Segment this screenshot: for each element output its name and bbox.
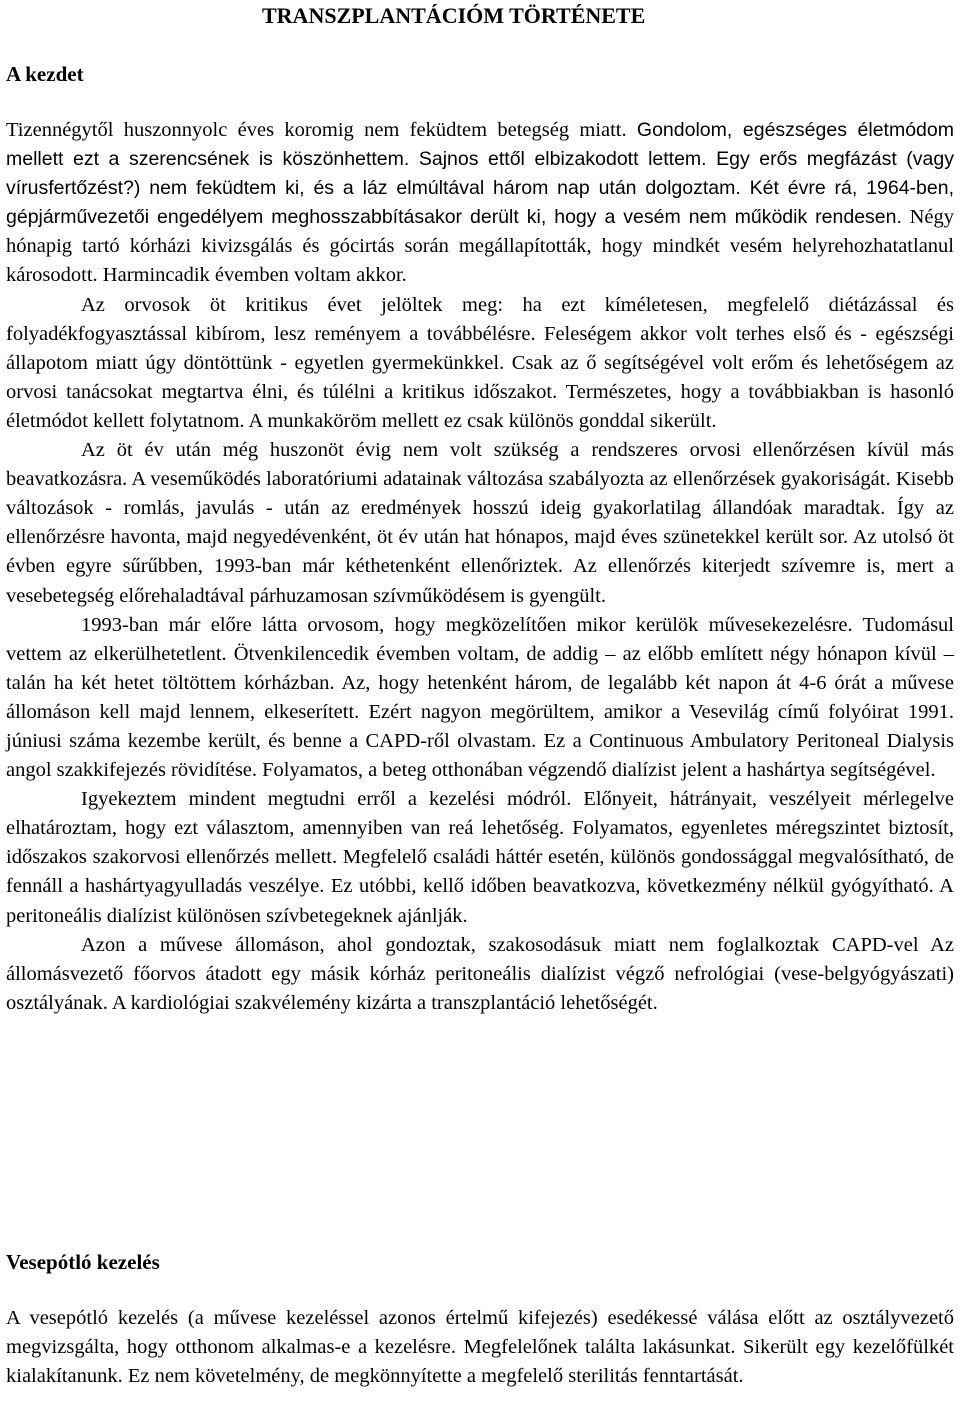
section-body-vesepotlo-kezeles bbox=[6, 1304, 954, 1391]
section-heading-a-kezdet: A kezdet bbox=[6, 62, 84, 86]
paragraph: 1993-ban már előre látta orvosom, hogy megközelítően mikor kerülök művesekezelésre. Tudomásul vettem az elkerülhetetlent. Ötvenkilencedik évemben voltam, de addig – az előbb említett négy hónapon kívül – talán ha két hetet töltöttem kórházban. Az, hogy hetenként három, de legalább két napon át 4-6 órát a művese állomáson kell majd lennem, elkeserített. Ezért nagyon megörültem, amikor a Vesevilág című folyóirat 1991. júniusi száma kezembe került, és benne a CAPD-ről olvastam. Ez a Continuous Ambulatory Peritoneal Dialysis angol szakkifejezés rövidítése. Folyamatos, a beteg otthonában végzendő dialízist jelent a hashártya segítségével. bbox=[6, 613, 954, 782]
paragraph: Igyekeztem mindent megtudni erről a kezelési módról. Előnyeit, hátrányait, veszélyeit mérlegelve elhatároztam, hogy ezt választom, amennyiben van reá lehetőség. Folyamatos, egyenletes méregszintet biztosít, időszakos szakorvosi ellenőrzés mellett. Megfelelő családi háttér esetén, különös gondossággal megvalósítható, de fennáll a hashártyagyulladás veszélye. Ez utóbbi, kellő időben beavatkozva, következmény nélkül gyógyítható. A peritoneális dialízist különösen szívbetegeknek ajánlják. bbox=[6, 788, 954, 927]
paragraph bbox=[6, 116, 954, 291]
paragraph-run-sans: Gondolom, egészséges életmódom mellett ezt a szerencsének is köszönhettem. Sajnos ettől elbizakodott lettem. Egy erős megfázást (vagy vírusfertőzést?) nem feküdtem ki, és a láz elmúltával három nap után dolgoztam. Két évre rá, 1964-ben, gépjárművezetői engedélyem meghosszabbításakor derült ki, hogy a vesém nem működik rendesen. bbox=[6, 119, 954, 229]
paragraph-run: Tizennégytől huszonnyolc éves koromig nem feküdtem betegség miatt. bbox=[6, 119, 637, 141]
section-body-a-kezdet bbox=[6, 116, 954, 1018]
section-heading-vesepotlo-kezeles: Vesepótló kezelés bbox=[6, 1250, 160, 1274]
document-title: TRANSZPLANTÁCIÓM TÖRTÉNETE bbox=[262, 3, 646, 28]
paragraph: Azon a művese állomáson, ahol gondoztak, szakosodásuk miatt nem foglalkoztak CAPD-vel Az állomásvezető főorvos átadott egy másik kórház peritoneális dialízist végző nefrológiai (vese-belgyógyászati) osztályának. A kardiológiai szakvélemény kizárta a transzplantáció lehetőségét. bbox=[6, 933, 954, 1014]
paragraph: A vesepótló kezelés (a művese kezeléssel azonos értelmű kifejezés) esedékessé válása előtt az osztályvezető megvizsgálta, hogy otthonom alkalmas-e a kezelésre. Megfelelőnek találta lakásunkat. Sikerült egy kezelőfülkét kialakítanunk. Ez nem követelmény, de megkönnyítette a megfelelő sterilitás fenntartását. bbox=[6, 1307, 954, 1388]
paragraph-run: Négy hónapig tartó kórházi kivizsgálás és gócirtás során megállapították, hogy mindkét vesém helyrehozhatatlanul károsodott. Harmincadik évemben voltam akkor. bbox=[6, 206, 955, 287]
paragraph: Az öt év után még huszonöt évig nem volt szükség a rendszeres orvosi ellenőrzésen kívül más beavatkozásra. A veseműködés laboratóriumi adatainak változása szabályozta az ellenőrzések gyakoriságát. Kisebb változások - romlás, javulás - után az eredmények hosszú ideig gyakorlatilag állandóak maradtak. Így az ellenőrzésre havonta, majd negyedévenként, öt év után hat hónapos, majd éves szünetekkel került sor. Az utolsó öt évben egyre sűrűbben, 1993-ban már kéthetenként ellenőriztek. Az ellenőrzés kiterjedt szívemre is, mert a vesebetegség előrehaladtával párhuzamosan szívműködésem is gyengült. bbox=[6, 439, 954, 607]
paragraph: Az orvosok öt kritikus évet jelöltek meg: ha ezt kíméletesen, megfelelő diétázással és folyadékfogyasztással kibírom, lesz reményem a továbbélésre. Feleségem akkor volt terhes első és - egészségi állapotom miatt úgy döntöttünk - egyetlen gyermekünkkel. Csak az ő segítségével volt erőm és lehetőségem az orvosi tanácsokat megtartva élni, és túlélni a kritikus időszakot. Természetes, hogy a továbbiakban is hasonló életmódot kellett folytatnom. A munkaköröm mellett ez csak különös gonddal sikerült. bbox=[6, 293, 954, 432]
